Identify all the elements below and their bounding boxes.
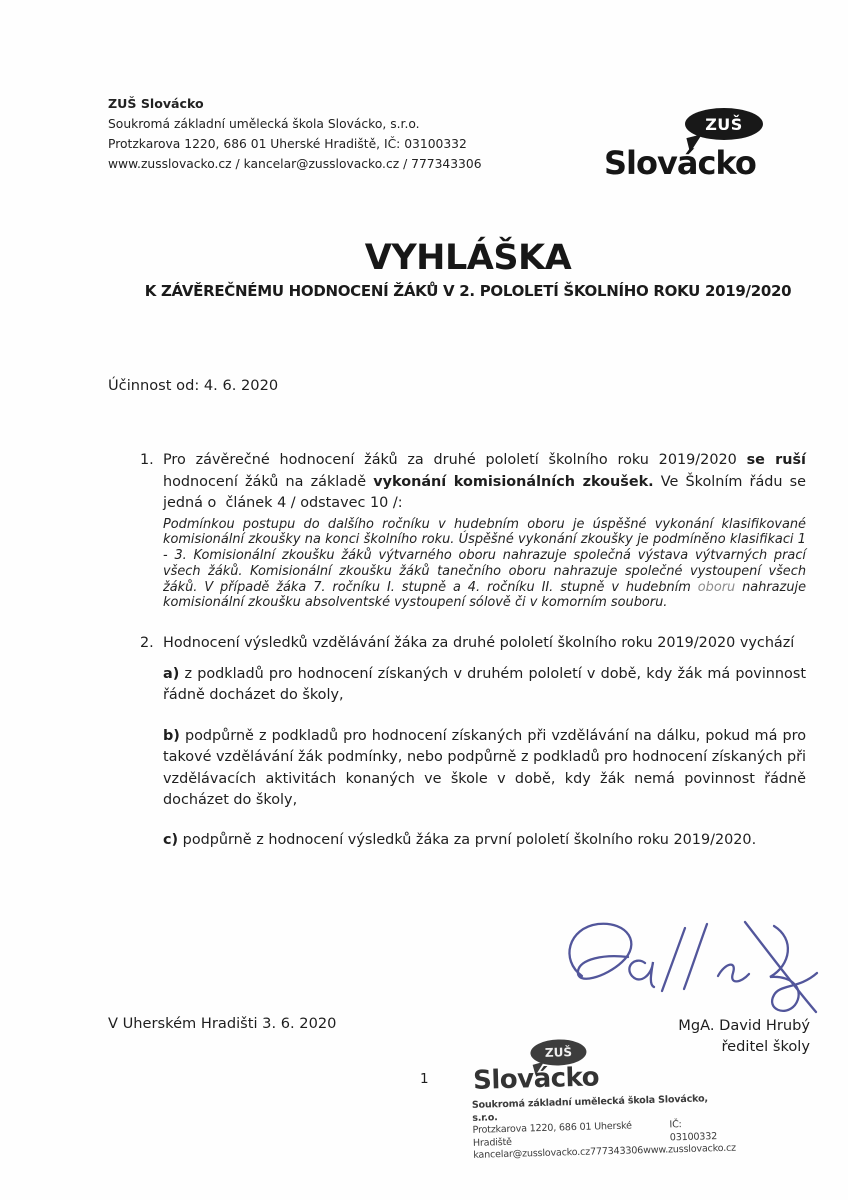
item1-bold-2: vykonání komisionálních zkoušek. — [373, 473, 654, 490]
stamp-phone: 777343306 — [589, 1145, 644, 1158]
item2-paragraph: Hodnocení výsledků vzdělávání žáka za druhé pololetí školního roku 2019/2020 vychází — [163, 635, 795, 652]
letterhead-address: Protzkarova 1220, 686 01 Uherské Hradiště, IČ: 03100332 — [108, 137, 467, 151]
speech-bubble-icon — [685, 108, 763, 140]
quote-text-1: Podmínkou postupu do dalšího ročníku v hudebním oboru je úspěšné vykonání klasifikované komisionální zkoušky na konci školního roku. Úspěšné vykonání zkoušky je podmíněno klasifikaci 1 - 3. Komisionální zkoušku žáků výtvarného oboru nahrazuje společná výstava výtvarných prací všech žáků. Komisionální zkoušku žáků tanečního oboru nahrazuje společné vystoupení všech žáků. V případě žáka 7. ročníku I. stupně a 4. ročníku II. stupně v hudebním — [163, 516, 806, 595]
effective-date: Účinnost od: 4. 6. 2020 — [108, 377, 279, 394]
sub-a-text: z podkladů pro hodnocení získaných v druhém pololetí v době, kdy žák má povinnost řádně docházet do školy, — [163, 665, 806, 704]
letterhead-company: Soukromá základní umělecká škola Slovácko, s.r.o. — [108, 117, 420, 131]
list-item — [140, 450, 806, 611]
signatory-block — [560, 1015, 810, 1057]
item-number: 1. — [140, 452, 154, 468]
item1-text-1: Pro závěrečné hodnocení žáků za druhé pololetí školního roku 2019/2020 — [163, 452, 747, 468]
item2-sub-b — [163, 726, 806, 812]
letterhead-school-name: ZUŠ Slovácko — [108, 96, 204, 111]
sub-c-text: podpůrně z hodnocení výsledků žáka za první pololetí školního roku 2019/2020. — [178, 831, 757, 848]
provisions-list — [140, 450, 806, 851]
quote-faded-word: oboru — [697, 579, 736, 595]
item2-sub-c — [163, 830, 806, 852]
stamp-street: Protzkarova 1220, 686 01 Uherské Hradiště — [472, 1120, 632, 1149]
stamp-ic: IČ: 03100332 — [669, 1119, 718, 1143]
stamp-address-lines — [471, 1093, 737, 1163]
handwritten-signature — [548, 912, 820, 1020]
stamp-email: kancelar@zusslovacko.cz — [473, 1146, 591, 1161]
quote-text-2: nahrazuje komisionální zkoušku absolventské vystoupení sólově či v komorním souboru. — [163, 579, 807, 611]
list-item — [140, 633, 806, 851]
stamp-web: www.zusslovacko.cz — [642, 1142, 737, 1157]
sub-c-label: c) — [163, 831, 179, 848]
item1-quoted-rule — [163, 517, 806, 612]
page-title: VYHLÁŠKA — [364, 238, 572, 278]
signatory-role: ředitel školy — [721, 1038, 810, 1055]
logo-bubble-text: ZUŠ — [705, 114, 743, 134]
item2-sub-a — [163, 664, 806, 707]
page-subtitle: K ZÁVĚREČNÉMU HODNOCENÍ ŽÁKŮ V 2. POLOLETÍ ŠKOLNÍHO ROKU 2019/2020 — [144, 282, 792, 300]
school-logo — [600, 100, 780, 190]
item1-paragraph — [163, 450, 806, 515]
item-number: 2. — [140, 635, 154, 652]
letterhead — [108, 94, 482, 174]
sub-b-text: podpůrně z podkladů pro hodnocení získaných při vzdělávání na dálku, pokud má pro takové vzdělávání žák podmínky, nebo podpůrně z podkladů pro hodnocení získaných při vzdělávacích aktivitách konaných ve škole v době, kdy žák nemá povinnost řádně docházet do školy, — [163, 727, 806, 809]
stamp-company-line: Soukromá základní umělecká škola Slovácko, s.r.o. — [471, 1093, 709, 1124]
signatory-name: MgA. David Hrubý — [678, 1017, 810, 1034]
sub-b-label: b) — [163, 727, 180, 744]
place-and-date: V Uherském Hradišti 3. 6. 2020 — [108, 1015, 337, 1032]
stamp-bubble-text: ZUŠ — [544, 1045, 573, 1060]
item1-text-3: Ve Školním řádu se jedná o článek 4 / odstavec 10 /: — [163, 473, 806, 511]
stamp-wordmark: Slovácko — [472, 1062, 600, 1096]
logo-wordmark: Slovácko — [604, 144, 756, 182]
page-number: 1 — [420, 1071, 429, 1087]
item1-text-2: hodnocení žáků na základě — [163, 473, 374, 490]
sub-a-label: a) — [163, 665, 180, 682]
letterhead-contacts: www.zusslovacko.cz / kancelar@zusslovacko.cz / 777343306 — [108, 157, 482, 171]
title-block — [88, 238, 848, 300]
item1-bold-1: se ruší — [746, 452, 806, 468]
